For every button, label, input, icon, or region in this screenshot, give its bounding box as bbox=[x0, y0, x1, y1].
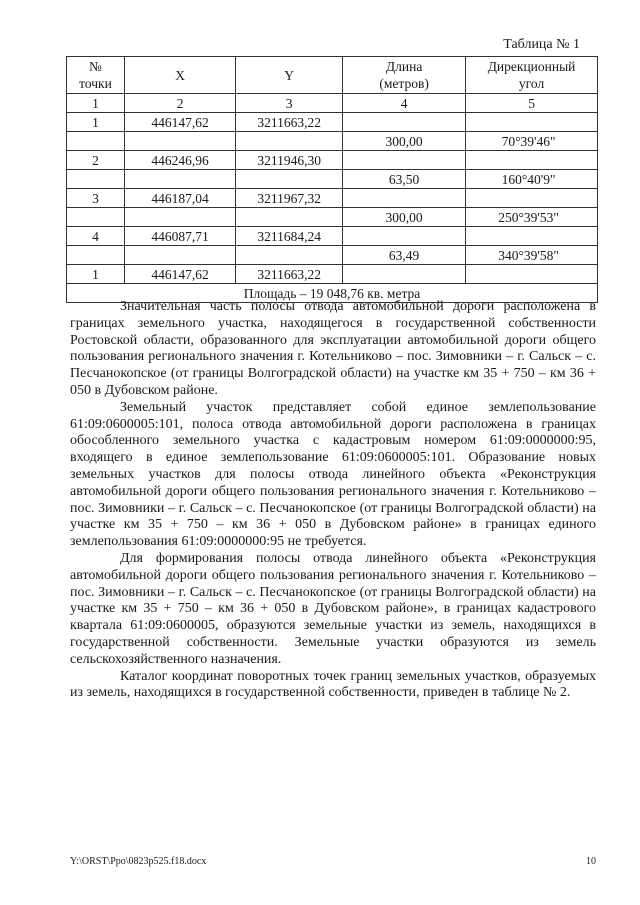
header-angle bbox=[466, 57, 598, 94]
point-no-cell: 1 bbox=[67, 113, 125, 132]
y-cell: 3211663,22 bbox=[236, 113, 343, 132]
table-row bbox=[67, 227, 598, 246]
x-cell bbox=[124, 208, 235, 227]
length-cell: 300,00 bbox=[343, 132, 466, 151]
angle-cell: 160°40'9" bbox=[466, 170, 598, 189]
y-cell bbox=[236, 170, 343, 189]
x-cell: 446087,71 bbox=[124, 227, 235, 246]
angle-cell bbox=[466, 189, 598, 208]
length-cell: 63,49 bbox=[343, 246, 466, 265]
x-cell: 446147,62 bbox=[124, 113, 235, 132]
coordinates-table bbox=[66, 56, 598, 303]
y-cell: 3211663,22 bbox=[236, 265, 343, 284]
table-row bbox=[67, 170, 598, 189]
paragraph: Для формирования полосы отвода линейного объекта «Реконструкция автомобильной дороги общего пользования регионального значения г. Котельниково – пос. Зимовники – г. Сальск – с. Песчанокопское (от границы Волгоградской области) на участке км 35 + 750 – км 36 + 050 в Дубовском районе», в границах кадастрового квартала 61:09:0600005, образуются земельные участки из земель, находящихся в государственной собственности. Земельные участки образуются из земель сельскохозяйственного назначения. bbox=[70, 550, 596, 667]
length-cell bbox=[343, 265, 466, 284]
x-cell bbox=[124, 170, 235, 189]
index-cell: 3 bbox=[236, 94, 343, 113]
point-no-cell: 4 bbox=[67, 227, 125, 246]
x-cell bbox=[124, 246, 235, 265]
point-no-cell bbox=[67, 208, 125, 227]
header-length bbox=[343, 57, 466, 94]
page-footer bbox=[70, 856, 596, 867]
header-angle-line2: угол bbox=[518, 76, 545, 91]
length-cell bbox=[343, 227, 466, 246]
table-caption: Таблица № 1 bbox=[503, 37, 580, 52]
length-cell: 300,00 bbox=[343, 208, 466, 227]
point-no-cell: 3 bbox=[67, 189, 125, 208]
header-length-line1: Длина bbox=[385, 59, 423, 74]
index-cell: 1 bbox=[67, 94, 125, 113]
body-text bbox=[70, 299, 596, 702]
paragraph: Значительная часть полосы отвода автомобильной дороги расположена в границах земельного участка, находящегося в государственной собственности Ростовской области, образованного для эксплуатации автомобильной дороги общего пользования регионального значения г. Котельниково – пос. Зимовники – г. Сальск – с. Песчанокопское (от границы Волгоградской области) на участке км 35 + 750 – км 36 + 050 в Дубовском районе. bbox=[70, 299, 596, 398]
y-cell bbox=[236, 132, 343, 151]
index-cell: 5 bbox=[466, 94, 598, 113]
point-no-cell: 1 bbox=[67, 265, 125, 284]
header-length-line2: (метров) bbox=[379, 76, 429, 91]
angle-cell bbox=[466, 113, 598, 132]
paragraph: Каталог координат поворотных точек границ земельных участков, образуемых из земель, находящихся в государственной собственности, приведен в таблице № 2. bbox=[70, 668, 596, 701]
length-cell bbox=[343, 189, 466, 208]
angle-cell bbox=[466, 151, 598, 170]
table-row bbox=[67, 208, 598, 227]
angle-cell: 340°39'58" bbox=[466, 246, 598, 265]
column-index-row bbox=[67, 94, 598, 113]
angle-cell bbox=[466, 265, 598, 284]
header-point-no-line2: точки bbox=[79, 76, 112, 91]
x-cell: 446147,62 bbox=[124, 265, 235, 284]
point-no-cell bbox=[67, 170, 125, 189]
y-cell: 3211684,24 bbox=[236, 227, 343, 246]
angle-cell bbox=[466, 227, 598, 246]
length-cell bbox=[343, 113, 466, 132]
y-cell: 3211967,32 bbox=[236, 189, 343, 208]
y-cell: 3211946,30 bbox=[236, 151, 343, 170]
index-cell: 4 bbox=[343, 94, 466, 113]
length-cell bbox=[343, 151, 466, 170]
point-no-cell bbox=[67, 132, 125, 151]
table-row bbox=[67, 132, 598, 151]
file-path: Y:\ORST\Ppo\0823p525.f18.docx bbox=[70, 856, 207, 867]
header-point-no bbox=[67, 57, 125, 94]
table-row bbox=[67, 189, 598, 208]
header-point-no-line1: № bbox=[89, 59, 102, 74]
index-cell: 2 bbox=[124, 94, 235, 113]
y-cell bbox=[236, 208, 343, 227]
x-cell bbox=[124, 132, 235, 151]
header-angle-line1: Дирекционный bbox=[487, 59, 576, 74]
point-no-cell bbox=[67, 246, 125, 265]
x-cell: 446187,04 bbox=[124, 189, 235, 208]
table-row bbox=[67, 265, 598, 284]
paragraph: Земельный участок представляет собой единое землепользование 61:09:0600005:101, полоса отвода автомобильной дороги расположена в границах обособленного земельного участка с кадастровым номером 61:09:0000000:95, входящего в единое землепользование 61:09:0600005:101. Образование новых земельных участков для полосы отвода линейного объекта «Реконструкция автомобильной дороги общего пользования регионального значения г. Котельниково – пос. Зимовники – г. Сальск – с. Песчанокопское (от границы Волгоградской области) на участке км 35 + 750 – км 36 + 050 в Дубовском районе» в границах единого землепользования 61:09:0000000:95 не требуется. bbox=[70, 399, 596, 550]
table-row bbox=[67, 246, 598, 265]
y-cell bbox=[236, 246, 343, 265]
table-row bbox=[67, 113, 598, 132]
page-number: 10 bbox=[586, 856, 596, 867]
length-cell: 63,50 bbox=[343, 170, 466, 189]
table-header-row bbox=[67, 57, 598, 94]
angle-cell: 70°39'46" bbox=[466, 132, 598, 151]
x-cell: 446246,96 bbox=[124, 151, 235, 170]
area-cell: Площадь – 19 048,76 кв. метра bbox=[67, 284, 598, 303]
point-no-cell: 2 bbox=[67, 151, 125, 170]
angle-cell: 250°39'53" bbox=[466, 208, 598, 227]
table-row bbox=[67, 151, 598, 170]
header-y: Y bbox=[236, 57, 343, 94]
header-x: X bbox=[124, 57, 235, 94]
